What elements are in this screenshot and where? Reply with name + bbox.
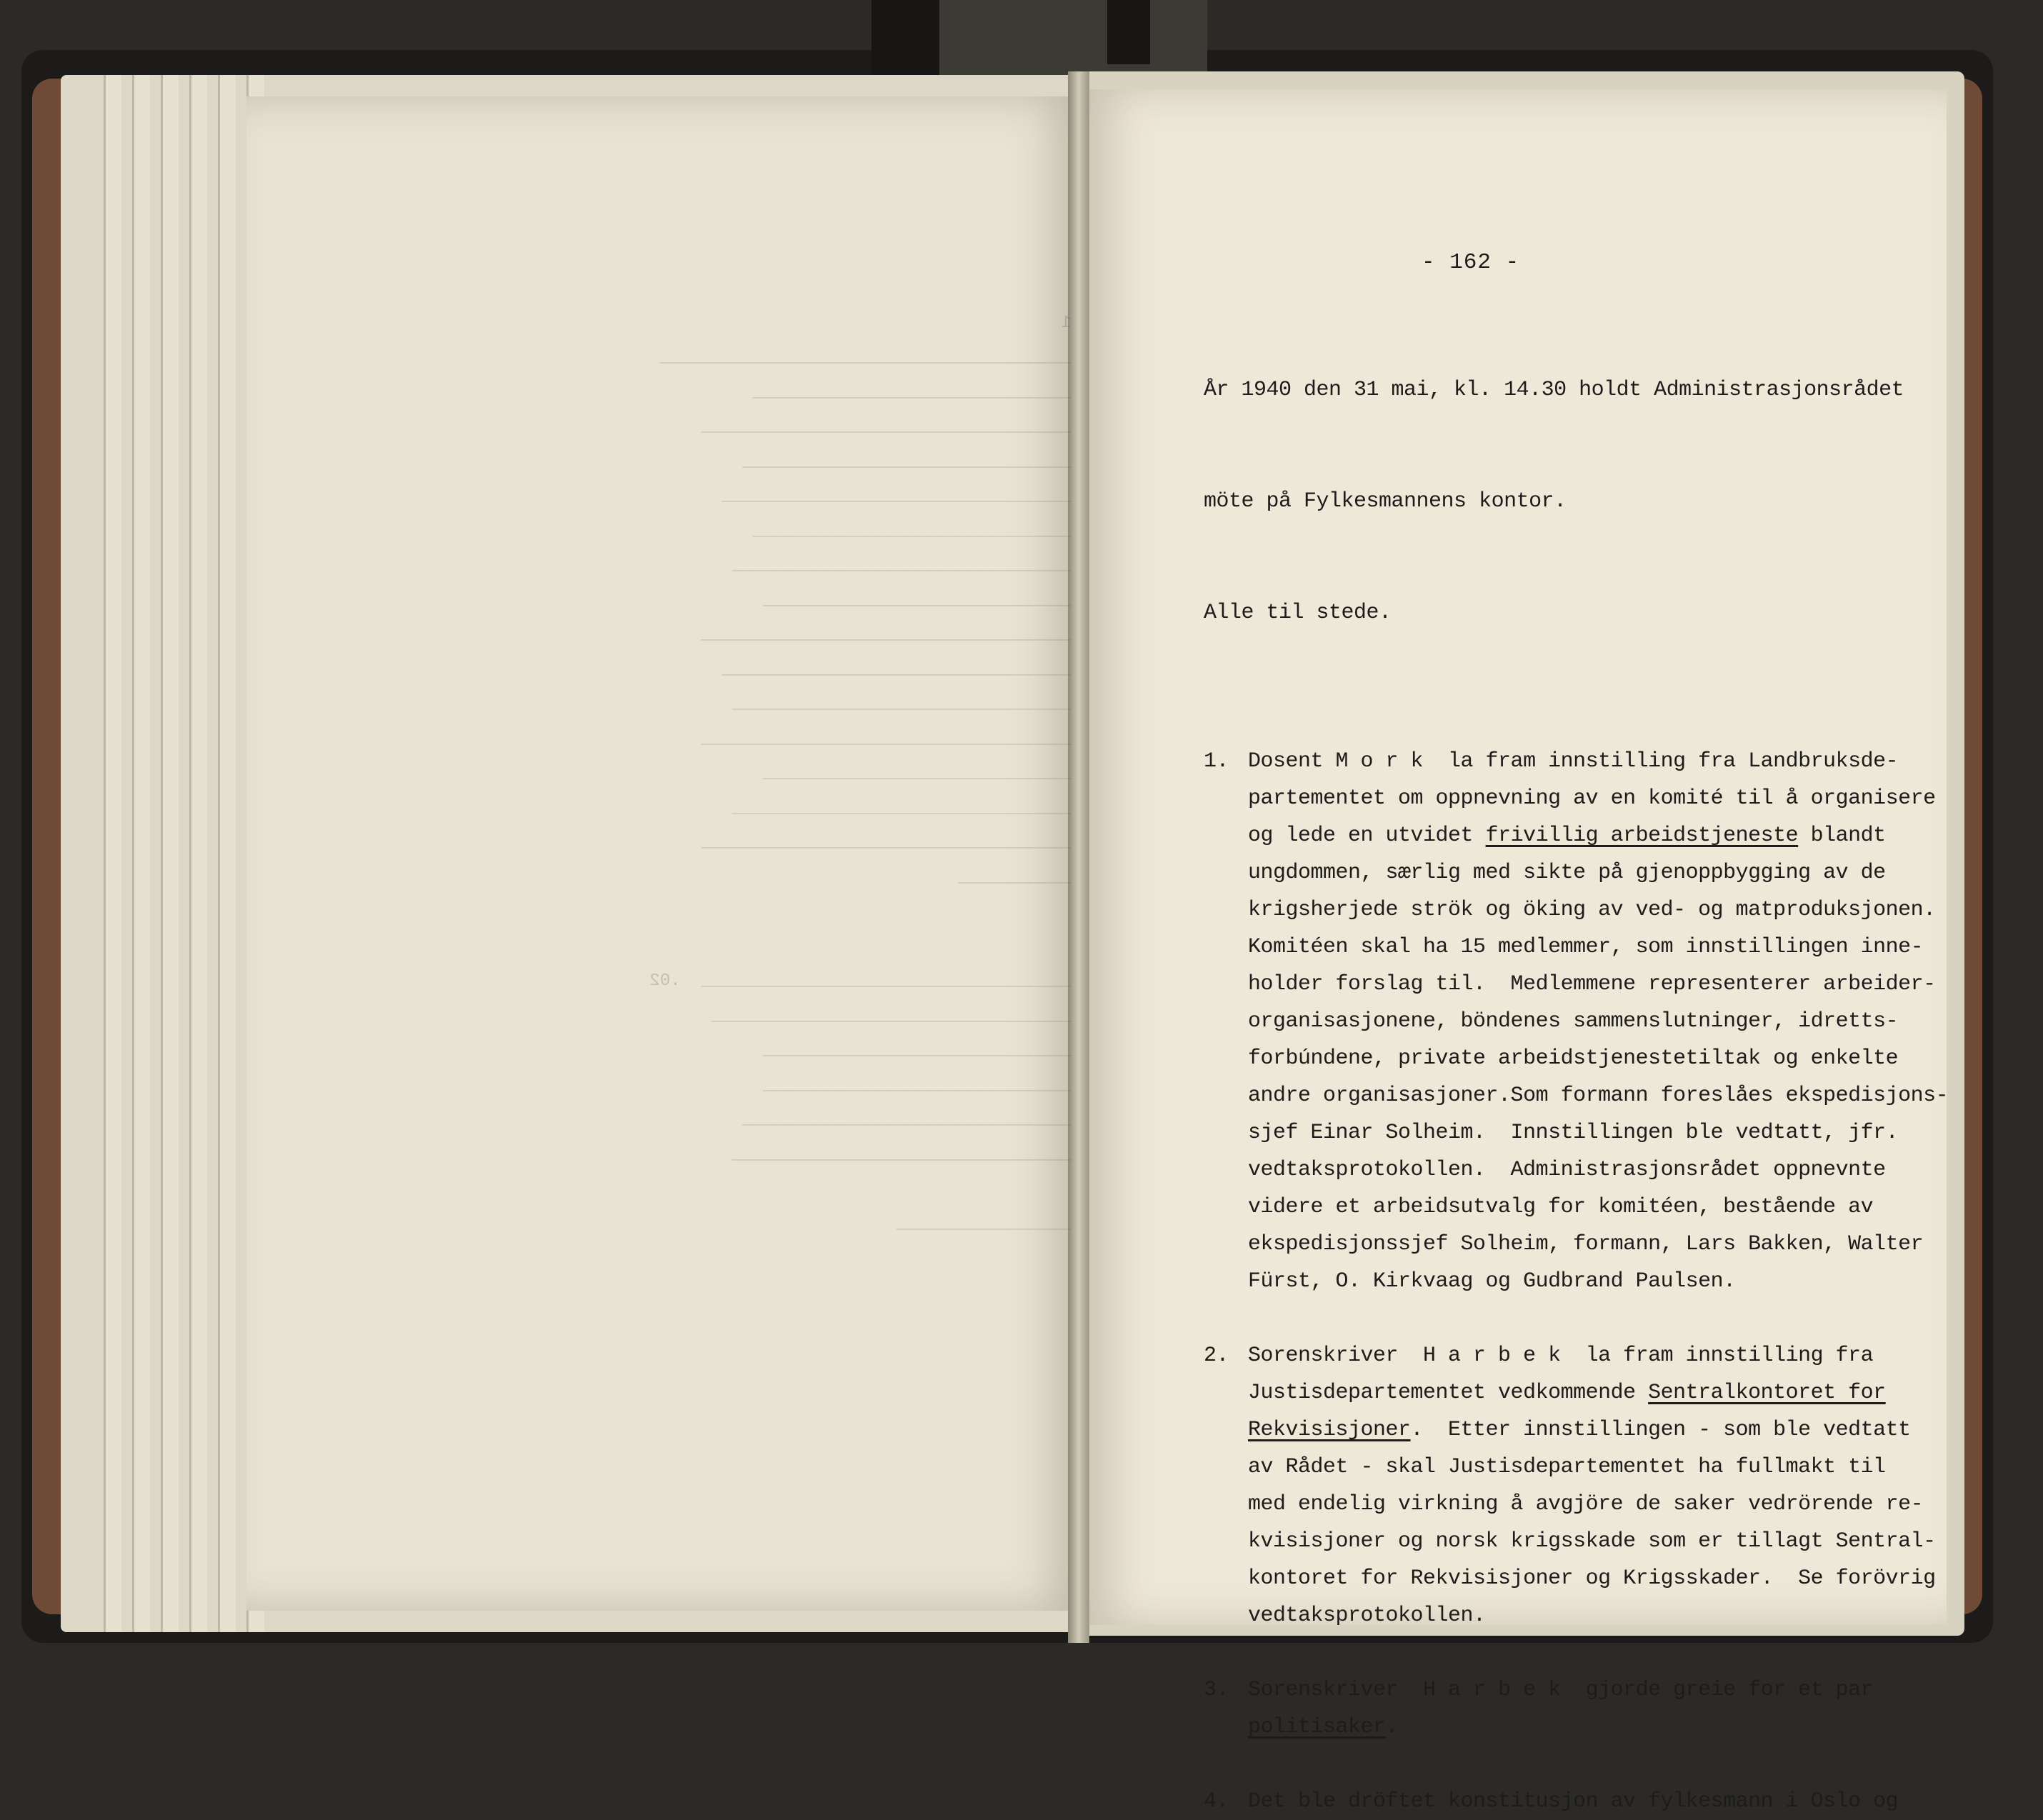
- intro-line: År 1940 den 31 mai, kl. 14.30 holdt Administrasjonsrådet: [1204, 378, 1904, 402]
- item-line: [1248, 1411, 1911, 1449]
- page-number: - 162 -: [1422, 250, 1520, 275]
- item-line: Fürst, O. Kirkvaag og Gudbrand Paulsen.: [1248, 1269, 1736, 1294]
- item-line: kontoret for Rekvisisjoner og Krigsskader. Se forövrig: [1248, 1566, 1936, 1591]
- minutes-text: [1204, 297, 1949, 1820]
- line-text: . Etter innstillingen - som ble vedtatt: [1410, 1418, 1911, 1442]
- clip-bar-left: [871, 0, 939, 79]
- item-line: forbúndene, private arbeidstjenestetiltak og enkelte: [1248, 1046, 1899, 1071]
- item-line: Sorenskriver H a r b e k la fram innstilling fra: [1248, 1344, 1874, 1368]
- item-number: 4.: [1204, 1789, 1229, 1814]
- line-text: Justisdepartementet vedkommende: [1248, 1381, 1649, 1405]
- item-line: [1248, 817, 1886, 854]
- item-line: [1248, 1709, 1875, 1746]
- item-line: vedtaksprotokollen.: [1248, 1604, 1486, 1628]
- intro-line: möte på Fylkesmannens kontor.: [1204, 489, 1567, 514]
- item-line: vedtaksprotokollen. Administrasjonsrådet oppnevnte: [1248, 1158, 1886, 1182]
- item-line: ekspedisjonssjef Solheim, formann, Lars Bakken, Walter: [1248, 1232, 1924, 1256]
- agenda-item-3: [1204, 1671, 1875, 1746]
- item-line: kvisisjoner og norsk krigsskade som er tillagt Sentral-: [1248, 1529, 1936, 1554]
- item-line: Det ble dröftet konstitusjon av fylkesmann i Oslo og: [1248, 1789, 1899, 1814]
- item-line: av Rådet - skal Justisdepartementet ha fullmakt til: [1248, 1455, 1886, 1479]
- underlined-text: politisaker: [1248, 1715, 1386, 1739]
- item-line: Dosent M o r k la fram innstilling fra Landbruksde-: [1248, 749, 1899, 774]
- underlined-text: frivillig arbeidstjeneste: [1485, 824, 1799, 848]
- agenda-item-2: [1204, 1337, 1936, 1634]
- line-text: og lede en utvidet: [1248, 824, 1486, 848]
- item-line: Sorenskriver H a r b e k gjorde greie for et par: [1248, 1678, 1874, 1702]
- clip-bar-right: [1107, 0, 1150, 64]
- intro-line: Alle til stede.: [1204, 601, 1392, 625]
- item-line: sjef Einar Solheim. Innstillingen ble vedtatt, jfr.: [1248, 1121, 1899, 1145]
- item-line: andre organisasjoner.Som formann foreslåes ekspedisjons-: [1248, 1084, 1949, 1108]
- underlined-text: Sentralkontoret for: [1648, 1381, 1886, 1405]
- agenda-item-1: [1204, 743, 1949, 1300]
- item-number: 2.: [1204, 1344, 1229, 1368]
- item-line: holder forslag til. Medlemmene representerer arbeider-: [1248, 972, 1936, 996]
- line-text: blandt: [1798, 824, 1886, 848]
- item-line: med endelig virkning å avgjöre de saker vedrörende re-: [1248, 1492, 1924, 1516]
- item-line: krigsherjede strök og öking av ved- og matproduksjonen.: [1248, 898, 1936, 922]
- agenda-item-4: [1204, 1783, 1899, 1820]
- item-line: Komitéen skal ha 15 medlemmer, som innstillingen inne-: [1248, 935, 1924, 959]
- item-line: organisasjonene, böndenes sammenslutninger, idretts-: [1248, 1009, 1899, 1034]
- item-line: videre et arbeidsutvalg for komitéen, bestående av: [1248, 1195, 1874, 1219]
- item-number: 3.: [1204, 1678, 1229, 1702]
- item-line: ungdommen, særlig med sikte på gjenoppbygging av de: [1248, 861, 1886, 885]
- line-text: .: [1385, 1715, 1399, 1739]
- underlined-text: Rekvisisjoner: [1248, 1418, 1411, 1442]
- item-line: partementet om oppnevning av en komité til å organisere: [1248, 786, 1936, 811]
- item-number: 1.: [1204, 749, 1229, 774]
- bleed-through-text: 1 ________________________________________ _______________________________ ____________________________________ ________________________________ __________________________________ _______________________________ _________________________________ ______________________________ ____________________________________ __________________________________ _________________________________ ____________________________________ ______________________________ _________________________________ ____________________________________ ___________ ____________________________________ .02 ___________________________________ ______________________________ ______________________________ ________________________________ _________________________________ _________________: [649, 313, 1072, 1234]
- intro: [1204, 297, 1904, 706]
- binding-clip: [871, 0, 1207, 79]
- item-line: [1248, 1374, 1886, 1411]
